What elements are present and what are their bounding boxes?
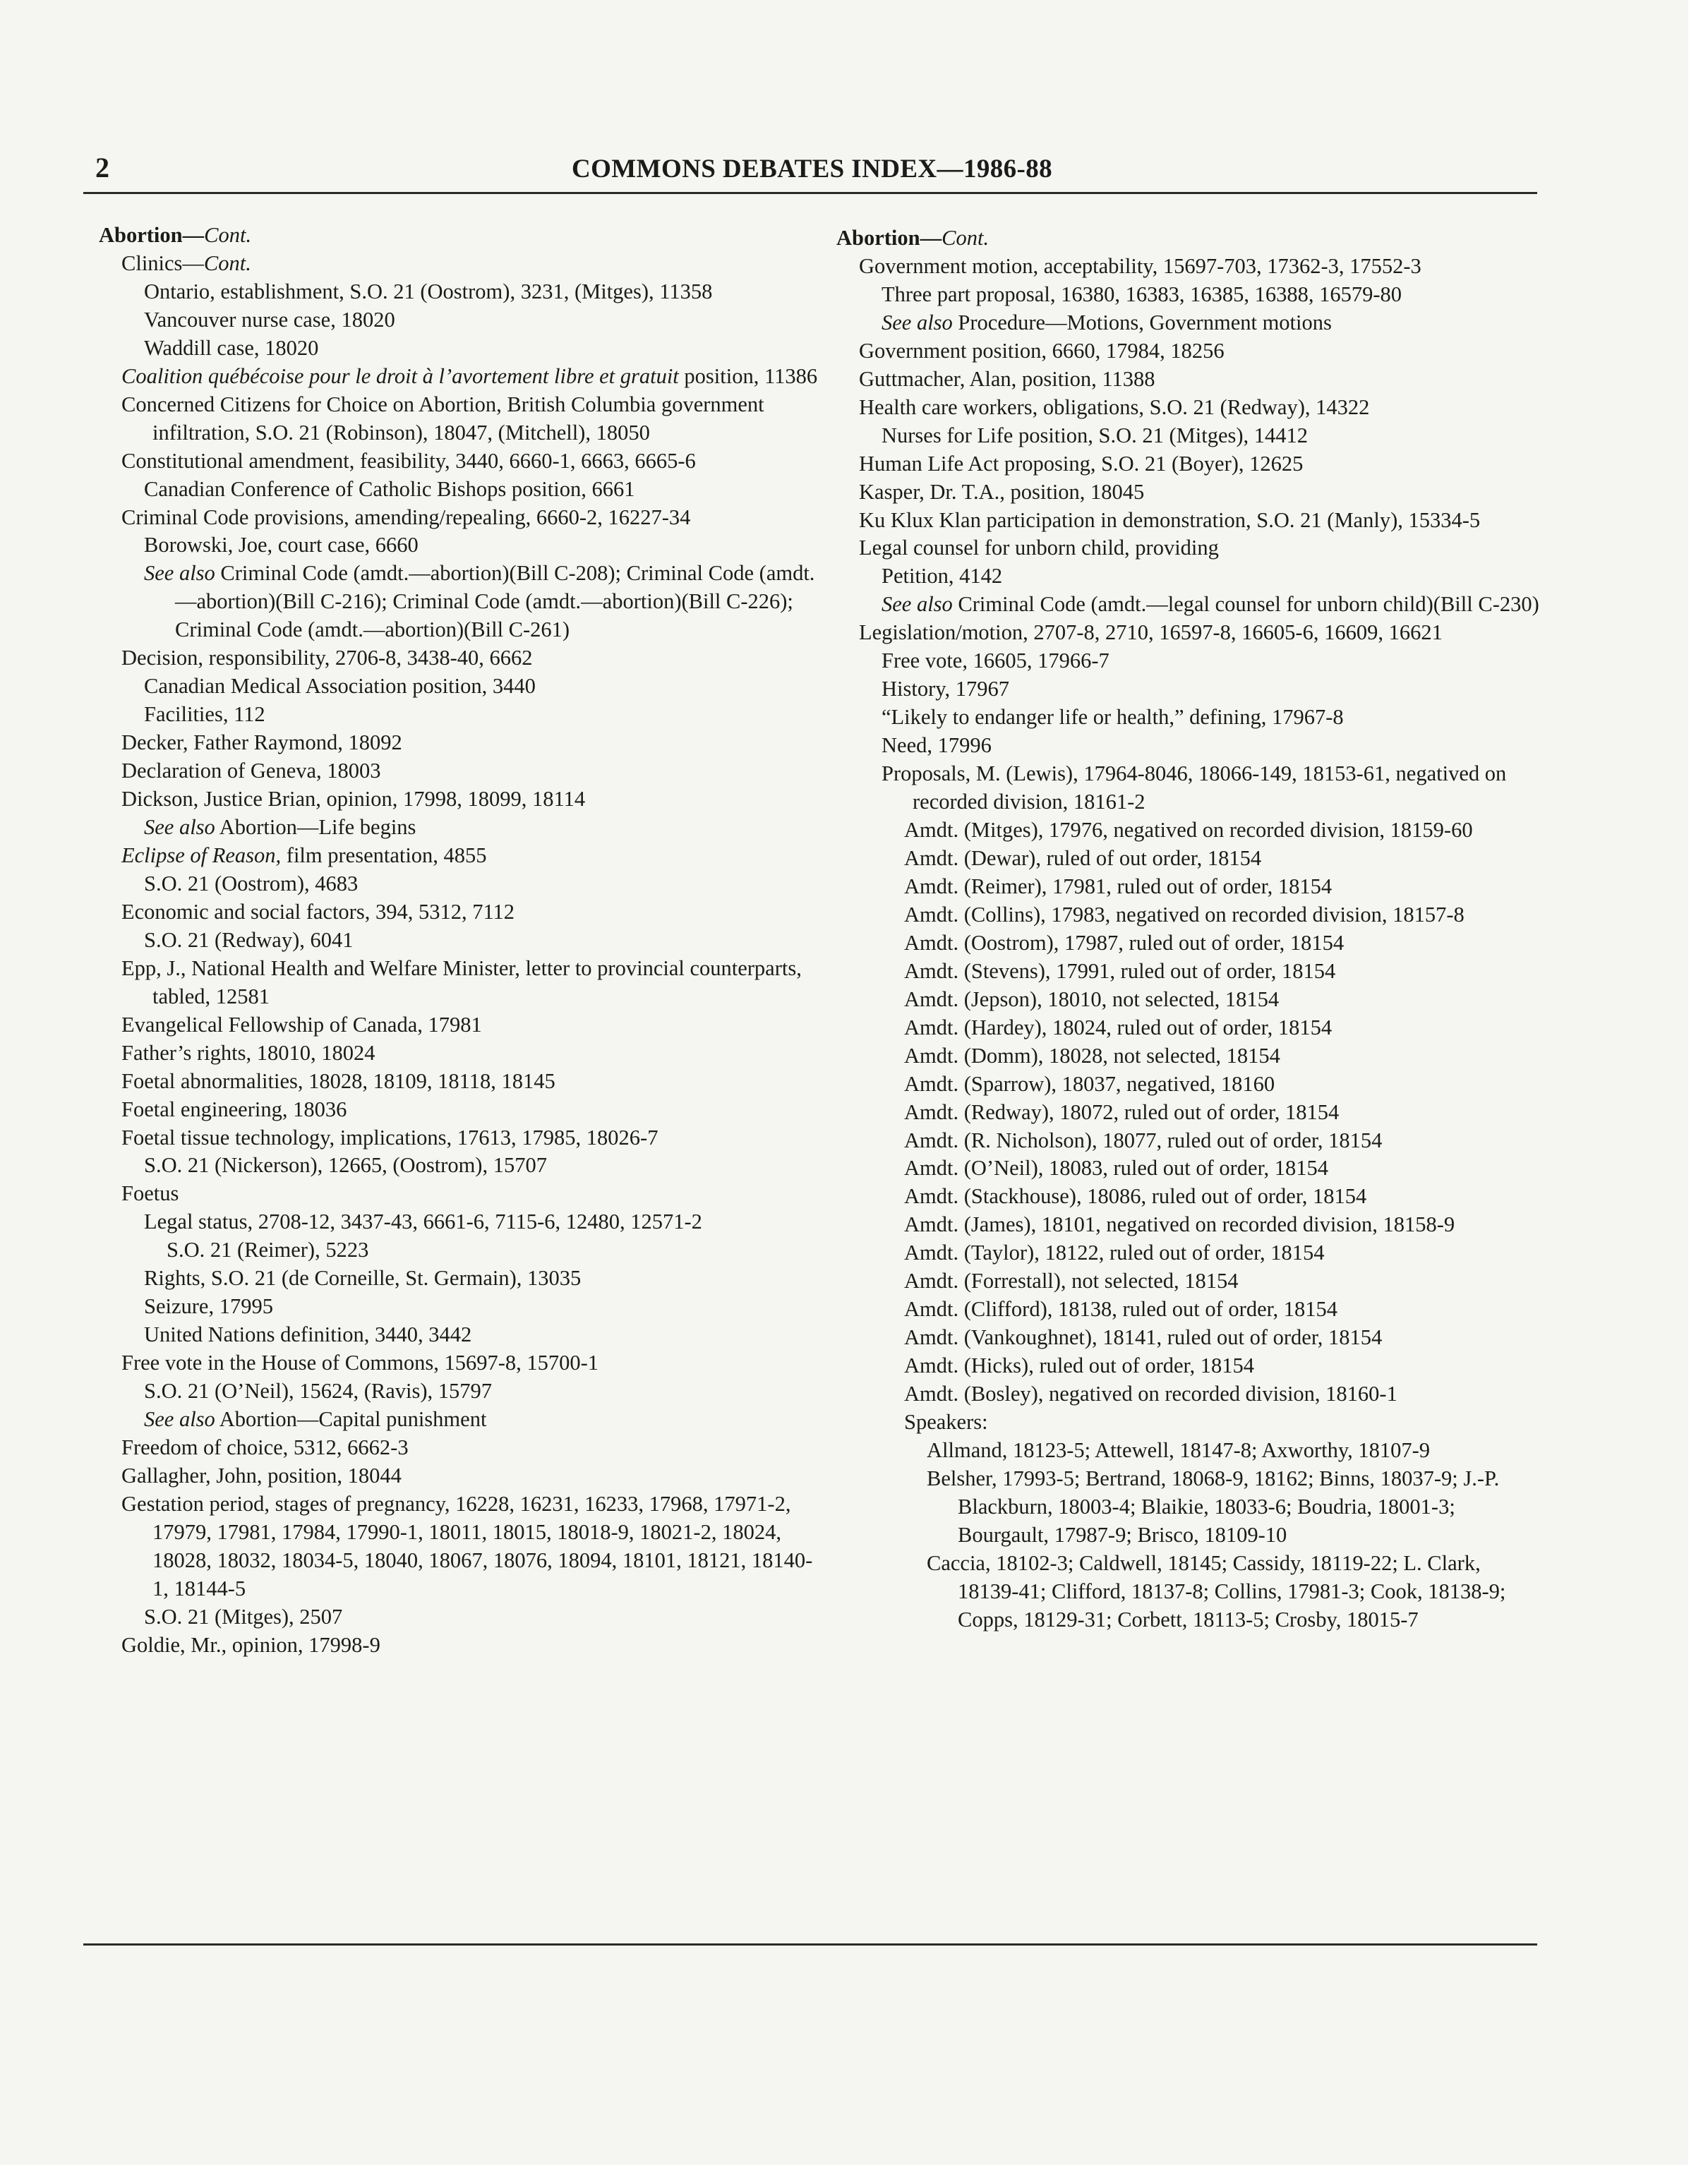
index-entry [99,729,826,757]
entry-text: Vancouver nurse case, 18020 [144,307,395,332]
entry-text: S.O. 21 (Redway), 6041 [144,927,354,952]
entry-text: Concerned Citizens for Choice on Abortion, British Columbia government infiltration, S.O. 21 (Robinson), 18047, (Mitchell), 18050 [121,392,764,445]
entry-text: See also [144,815,215,840]
entry-text: S.O. 21 (Oostrom), 4683 [144,871,359,895]
index-entry [836,1127,1542,1155]
index-entry [99,306,826,334]
index-entry [99,785,826,814]
index-entry [99,1349,826,1377]
entry-text: Freedom of choice, 5312, 6662-3 [121,1435,409,1459]
index-entry [99,701,826,729]
index-entry [99,222,826,250]
entry-text: Amdt. (O’Neil), 18083, ruled out of order, 18154 [904,1156,1329,1181]
index-entry [836,422,1542,450]
index-entry [99,814,826,842]
entry-text: Foetus [121,1181,179,1206]
entry-text: Criminal Code provisions, amending/repealing, 6660-2, 16227-34 [121,505,691,529]
entry-text: Dickson, Justice Brian, opinion, 17998, 18099, 18114 [121,787,586,812]
entry-text: Amdt. (Clifford), 18138, ruled out of order, 18154 [904,1297,1338,1322]
entry-text: See also [882,592,953,617]
entry-text: Abortion—Capital punishment [215,1407,487,1432]
entry-text: Declaration of Geneva, 18003 [121,759,381,783]
index-entry [99,1321,826,1349]
index-entry [836,816,1542,845]
entry-text: S.O. 21 (Reimer), 5223 [167,1238,369,1262]
entry-text: Belsher, 17993-5; Bertrand, 18068-9, 18162; Binns, 18037-9; J.-P. Blackburn, 18003-4; Blaikie, 18033-6; Boudria, 18001-3; Bourgault, 17987-9; Brisco, 18109-10 [927,1466,1500,1547]
entry-text: Allmand, 18123-5; Attewell, 18147-8; Axworthy, 18107-9 [927,1437,1431,1462]
entry-text: Amdt. (Jepson), 18010, not selected, 18154 [904,987,1280,1011]
entry-text: Facilities, 112 [144,702,265,727]
entry-text: Government position, 6660, 17984, 18256 [859,338,1225,363]
index-entry [836,224,1542,253]
entry-text: Amdt. (Stackhouse), 18086, ruled out of order, 18154 [904,1184,1367,1209]
index-entry [836,1380,1542,1409]
index-entry [836,929,1542,958]
entry-text: Cont. [203,251,251,275]
index-entry [99,1293,826,1321]
entry-text: Economic and social factors, 394, 5312, 7112 [121,899,515,924]
index-entry [836,1154,1542,1183]
entry-text: Amdt. (Collins), 17983, negatived on recorded division, 18157-8 [904,902,1465,927]
footer-rule [83,1943,1537,1946]
index-entry [99,1632,826,1660]
entry-text: Criminal Code (amdt.—legal counsel for unborn child)(Bill C-230) [952,592,1539,617]
entry-text: Caccia, 18102-3; Caldwell, 18145; Cassidy, 18119-22; L. Clark, 18139-41; Clifford, 18137-8; Collins, 17981-3; Cook, 18138-9; Copps, 18129-31; Corbett, 18113-5; Crosby, 18015-7 [927,1550,1506,1632]
index-entry [836,281,1542,309]
index-entry [99,391,826,447]
entry-text: Legal status, 2708-12, 3437-43, 6661-6, 7115-6, 12480, 12571-2 [144,1210,702,1234]
entry-text: Three part proposal, 16380, 16383, 16385, 16388, 16579-80 [882,282,1402,306]
entry-text: Health care workers, obligations, S.O. 21 (Redway), 14322 [859,394,1370,419]
entry-text: Ontario, establishment, S.O. 21 (Oostrom), 3231, (Mitges), 11358 [144,279,713,303]
entry-text: position, 11386 [678,363,818,388]
entry-text: Ku Klux Klan participation in demonstration, S.O. 21 (Manly), 15334-5 [859,507,1481,532]
index-entry [836,1014,1542,1042]
entry-text: Amdt. (Hardey), 18024, ruled out of order, 18154 [904,1015,1333,1039]
entry-text: Free vote in the House of Commons, 15697-8, 15700-1 [121,1351,599,1375]
entry-text: Father’s rights, 18010, 18024 [121,1040,375,1065]
entry-text: Coalition québécoise pour le droit à l’avortement libre et gratuit [121,363,679,388]
entry-text: Clinics— [121,251,204,275]
index-entry [99,334,826,363]
index-column-left [99,222,826,1660]
index-entry [836,1267,1542,1296]
index-entry [836,394,1542,422]
index-entry [836,1352,1542,1380]
header-rule [83,192,1537,194]
index-entry [836,986,1542,1014]
entry-text: Cont. [204,223,252,247]
index-entry [836,1409,1542,1437]
entry-text: Epp, J., National Health and Welfare Minister, letter to provincial counterparts, tabled, 12581 [121,955,802,1008]
index-entry [836,1099,1542,1127]
entry-text: film presentation, 4855 [281,843,487,867]
index-entry [99,1208,826,1236]
index-entry [99,842,826,870]
index-entry [99,1039,826,1068]
entry-text: Decker, Father Raymond, 18092 [121,730,402,755]
index-entry [836,619,1542,647]
entry-text: Foetal engineering, 18036 [121,1097,347,1121]
entry-text: Amdt. (R. Nicholson), 18077, ruled out of order, 18154 [904,1128,1383,1152]
entry-text: S.O. 21 (Nickerson), 12665, (Oostrom), 15707 [144,1153,547,1178]
entry-text: Waddill case, 18020 [144,335,319,360]
entry-text: Human Life Act proposing, S.O. 21 (Boyer), 12625 [859,451,1304,476]
index-entry [836,873,1542,901]
index-entry [836,562,1542,591]
index-entry [836,478,1542,507]
entry-text: Nurses for Life position, S.O. 21 (Mitges), 14412 [882,423,1309,447]
index-entry [836,1465,1542,1550]
index-entry [99,757,826,785]
entry-text: Amdt. (Oostrom), 17987, ruled out of order, 18154 [904,930,1345,955]
page-edge [1688,0,1708,2165]
index-entry [836,1071,1542,1099]
entry-text: “Likely to endanger life or health,” defining, 17967-8 [882,705,1344,730]
index-entry [99,531,826,560]
entry-text: Abortion— [836,226,942,250]
index-entry [99,1124,826,1152]
index-entry [99,504,826,532]
entry-text: S.O. 21 (Mitges), 2507 [144,1604,343,1629]
index-entry [836,704,1542,732]
index-entry [836,1239,1542,1267]
entry-text: Amdt. (Sparrow), 18037, negatived, 18160 [904,1071,1275,1096]
index-entry [836,845,1542,873]
entry-text: Constitutional amendment, feasibility, 3440, 6660-1, 6663, 6665-6 [121,448,696,473]
index-entry [99,1011,826,1039]
entry-text: See also [144,1407,215,1432]
entry-text: See also [144,561,215,586]
index-entry [836,450,1542,478]
index-entry [836,760,1542,816]
index-entry [99,927,826,955]
index-entry [836,732,1542,760]
entry-text: United Nations definition, 3440, 3442 [144,1322,472,1347]
index-entry [836,958,1542,986]
entry-text: Amdt. (Forrestall), not selected, 18154 [904,1269,1239,1293]
index-entry [99,1236,826,1265]
entry-text: History, 17967 [882,677,1010,701]
index-entry [836,253,1542,281]
running-head-title: COMMONS DEBATES INDEX—1986-88 [572,155,1053,183]
index-entry [99,644,826,673]
entry-text: Amdt. (Redway), 18072, ruled out of order, 18154 [904,1099,1340,1124]
index-entry [99,278,826,306]
entry-text: Goldie, Mr., opinion, 17998-9 [121,1632,380,1657]
entry-text: Amdt. (Hicks), ruled out of order, 18154 [904,1353,1254,1378]
index-entry [836,1550,1542,1634]
entry-text: Amdt. (Reimer), 17981, ruled out of order, 18154 [904,874,1333,898]
index-entry [99,1068,826,1096]
entry-text: Canadian Conference of Catholic Bishops position, 6661 [144,476,635,501]
entry-text: Abortion—Life begins [215,815,416,840]
entry-text: Abortion— [99,223,205,247]
entry-text: Amdt. (James), 18101, negatived on recorded division, 18158-9 [904,1212,1455,1237]
entry-text: Foetal tissue technology, implications, 17613, 17985, 18026-7 [121,1125,658,1150]
entry-text: Government motion, acceptability, 15697-703, 17362-3, 17552-3 [859,253,1421,278]
index-entry [99,476,826,504]
index-entry [836,1324,1542,1352]
index-entry [99,1377,826,1406]
entry-text: Amdt. (Vankoughnet), 18141, ruled out of order, 18154 [904,1325,1383,1350]
entry-text: Petition, 4142 [882,564,1003,589]
index-entry [836,591,1542,619]
index-entry [836,534,1542,562]
entry-text: Borowski, Joe, court case, 6660 [144,533,419,557]
entry-text: Guttmacher, Alan, position, 11388 [859,366,1155,391]
entry-text: Gallagher, John, position, 18044 [121,1463,402,1488]
index-entry [836,1437,1542,1465]
entry-text: Kasper, Dr. T.A., position, 18045 [859,479,1145,504]
index-entry [836,366,1542,394]
index-entry [99,1180,826,1208]
entry-text: Amdt. (Taylor), 18122, ruled out of order, 18154 [904,1241,1325,1265]
index-entry [99,1265,826,1293]
index-entry [99,250,826,278]
entry-text: Amdt. (Mitges), 17976, negatived on recorded division, 18159-60 [904,818,1473,843]
index-entry [836,507,1542,535]
entry-text: Legal counsel for unborn child, providing [859,536,1219,560]
entry-text: Evangelical Fellowship of Canada, 17981 [121,1012,482,1037]
index-entry [99,560,826,644]
page-number: 2 [95,152,109,183]
index-entry [99,1152,826,1180]
entry-text: Amdt. (Bosley), negatived on recorded division, 18160-1 [904,1382,1397,1406]
entry-text: Seizure, 17995 [144,1294,273,1319]
entry-text: Gestation period, stages of pregnancy, 16228, 16231, 16233, 17968, 17971-2, 17979, 17981, 17984, 17990-1, 18011, 18015, 18018-9, 18021-2, 18024, 18028, 18032, 18034-5, 18040, 18067, 18076, 18094, 18101, 18121, 18140-1, 18144-5 [121,1491,813,1600]
entry-text: Procedure—Motions, Government motions [952,310,1332,334]
index-entry [99,870,826,898]
index-entry [836,1296,1542,1324]
entry-text: Canadian Medical Association position, 3440 [144,674,536,699]
index-entry [99,363,826,391]
entry-text: Eclipse of Reason, [121,843,282,867]
entry-text: Need, 17996 [882,733,992,758]
index-entry [836,647,1542,675]
index-entry [836,1183,1542,1211]
index-entry [836,1211,1542,1239]
entry-text: Rights, S.O. 21 (de Corneille, St. Germain), 13035 [144,1266,582,1291]
entry-text: Proposals, M. (Lewis), 17964-8046, 18066-149, 18153-61, negatived on recorded division, 18161-2 [882,761,1507,814]
index-entry [99,1434,826,1462]
entry-text: See also [882,310,953,334]
index-entry [99,447,826,476]
index-entry [99,673,826,701]
index-entry [99,1490,826,1603]
index-entry [99,1406,826,1434]
entry-text: Criminal Code (amdt.—abortion)(Bill C-208); Criminal Code (amdt.—abortion)(Bill C-216); Criminal Code (amdt.—abortion)(Bill C-226); Criminal Code (amdt.—abortion)(Bill C-261) [175,561,815,642]
entry-text: Amdt. (Stevens), 17991, ruled out of order, 18154 [904,958,1336,983]
index-entry [836,901,1542,929]
index-entry [836,337,1542,366]
index-entry [99,1462,826,1490]
index-entry [836,309,1542,337]
entry-text: Decision, responsibility, 2706-8, 3438-40, 6662 [121,646,533,670]
index-entry [836,675,1542,704]
entry-text: Legislation/motion, 2707-8, 2710, 16597-8, 16605-6, 16609, 16621 [859,620,1443,645]
index-entry [836,1042,1542,1071]
entry-text: Speakers: [904,1410,988,1435]
entry-text: S.O. 21 (O’Neil), 15624, (Ravis), 15797 [144,1379,493,1404]
index-entry [99,898,826,927]
entry-text: Amdt. (Domm), 18028, not selected, 18154 [904,1043,1280,1068]
index-entry [99,955,826,1011]
index-column-right [836,224,1542,1634]
entry-text: Free vote, 16605, 17966-7 [882,649,1109,673]
entry-text: Cont. [942,226,990,250]
entry-text: Amdt. (Dewar), ruled of out order, 18154 [904,845,1262,870]
entry-text: Foetal abnormalities, 18028, 18109, 18118, 18145 [121,1068,555,1093]
index-entry [99,1096,826,1124]
index-entry [99,1603,826,1632]
